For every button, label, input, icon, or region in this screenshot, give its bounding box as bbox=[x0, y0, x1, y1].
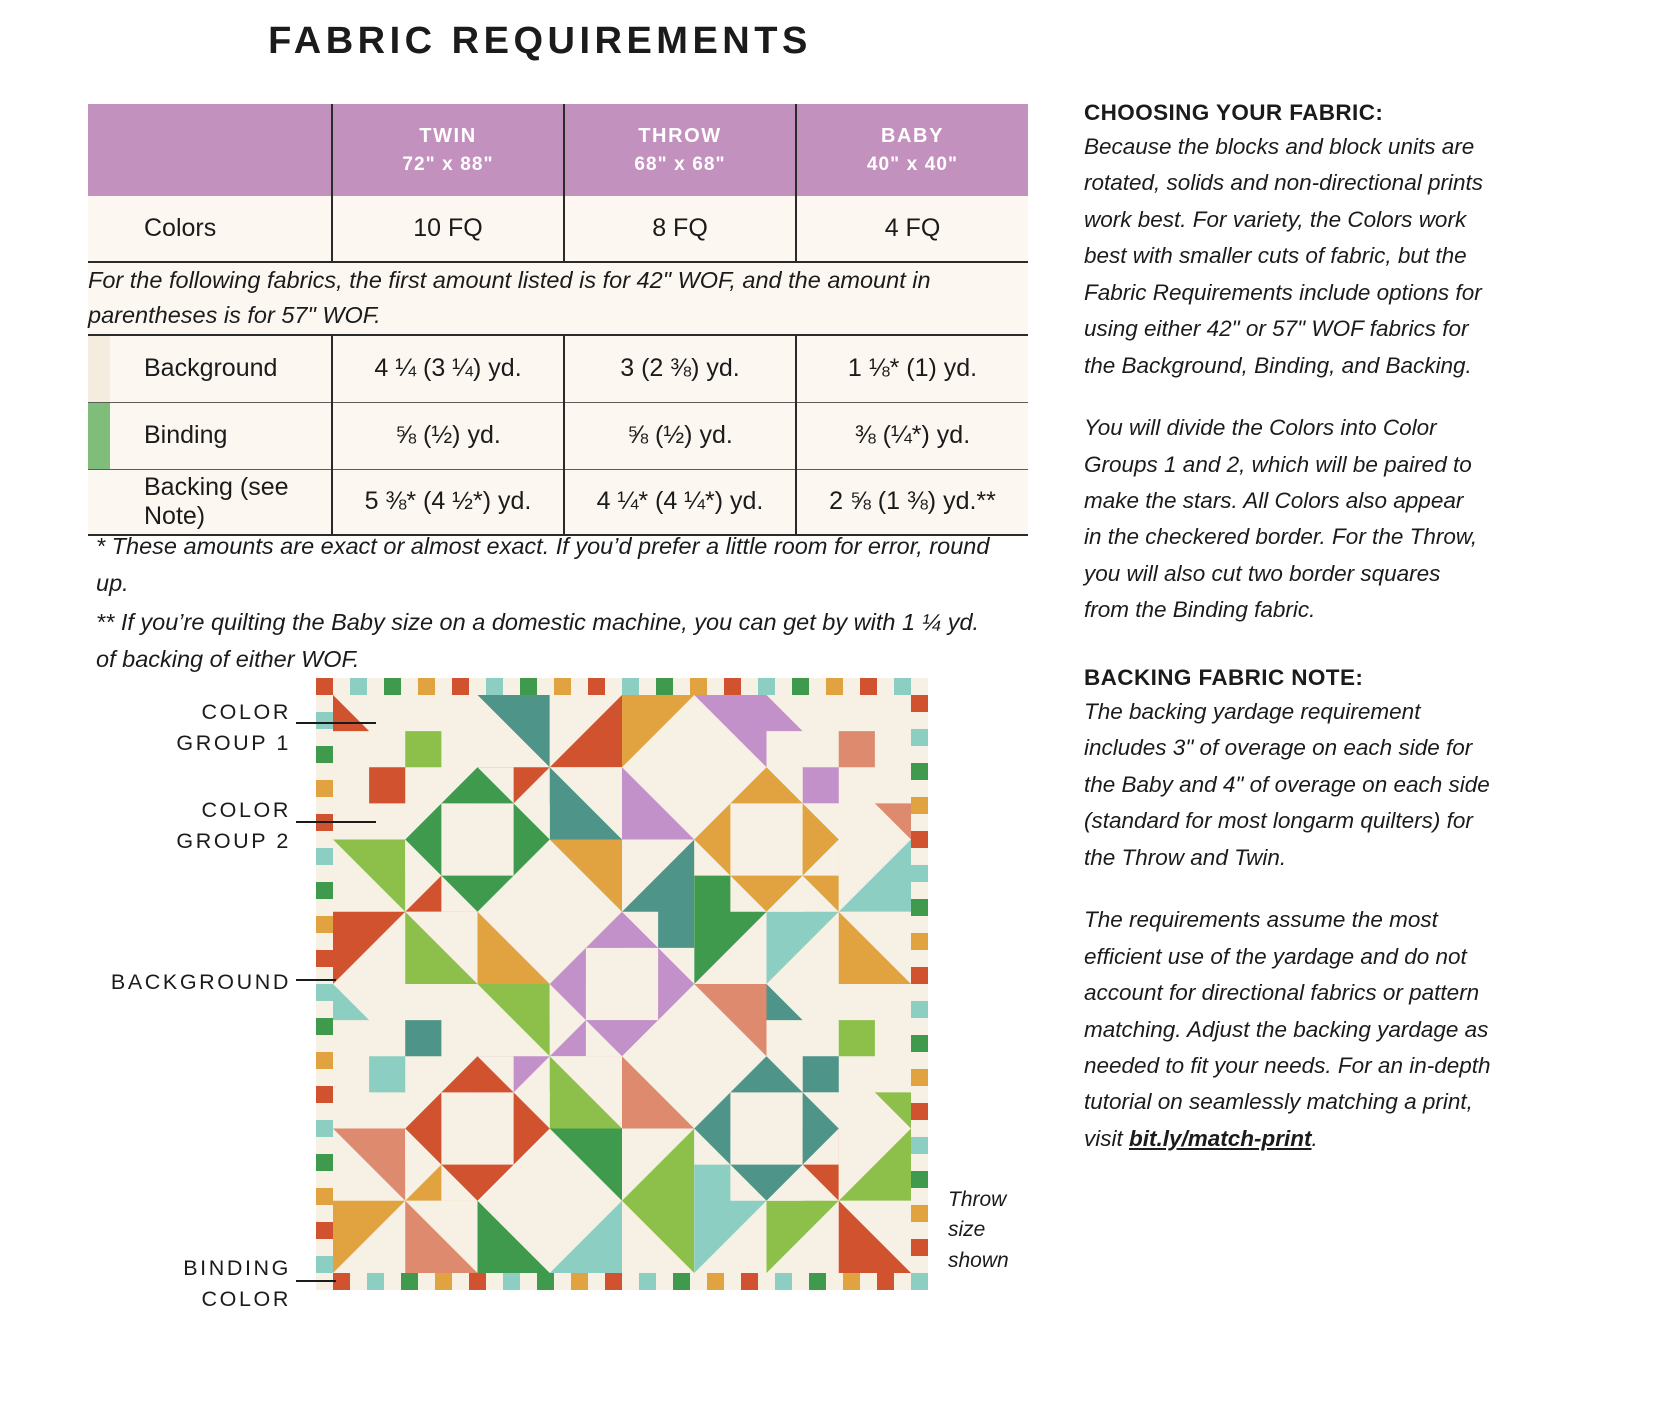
callout-color-group-1-line1: COLOR bbox=[201, 700, 291, 724]
column-header-throw bbox=[564, 104, 796, 196]
col-twin-name: TWIN bbox=[419, 124, 477, 147]
choosing-fabric-paragraph-1: Because the blocks and block units are rotated, solids and non-directional prints work best. For variety, the Colors work best with smaller cuts of fabric, but the Fabric Requirements include options for using either 42" or 57" WOF fabrics for the Background, Binding, and Backing. bbox=[1084, 134, 1483, 378]
row-colors-throw: 8 FQ bbox=[564, 196, 796, 262]
header-corner-cell bbox=[110, 104, 332, 196]
footnote-double-asterisk: ** If you’re quilting the Baby size on a domestic machine, you can get by with 1 ¼ yd. of backing of either WOF. bbox=[96, 609, 980, 673]
leader-line-binding-color bbox=[296, 1280, 336, 1282]
row-backing-throw: 4 ¼* (4 ¼*) yd. bbox=[564, 469, 796, 535]
table-header-row bbox=[88, 104, 1028, 196]
choosing-fabric-heading: CHOOSING YOUR FABRIC: bbox=[1084, 100, 1384, 125]
column-header-baby bbox=[796, 104, 1028, 196]
row-colors-twin: 10 FQ bbox=[332, 196, 564, 262]
choosing-fabric-paragraph-2: You will divide the Colors into Color Groups 1 and 2, which will be paired to make the stars. All Colors also appear in the checkered border. For the Throw, you will also cut two border squares from the Binding fabric. bbox=[1084, 415, 1478, 623]
header-swatch-spacer bbox=[88, 104, 110, 196]
row-binding-label: Binding bbox=[110, 402, 332, 469]
page-title: FABRIC REQUIREMENTS bbox=[268, 20, 812, 62]
callout-binding-color-line1: BINDING bbox=[183, 1256, 291, 1280]
row-binding-throw: ⅝ (½) yd. bbox=[564, 402, 796, 469]
callout-color-group-1-line2: GROUP 1 bbox=[176, 731, 291, 756]
callout-background-line1: BACKGROUND bbox=[110, 970, 291, 994]
quilt-size-note-line2: size bbox=[948, 1218, 986, 1242]
row-backing-twin: 5 ⅜* (4 ½*) yd. bbox=[332, 469, 564, 535]
row-binding-baby: ⅜ (¼*) yd. bbox=[796, 402, 1028, 469]
table-row-colors bbox=[88, 196, 1028, 262]
callout-binding-color bbox=[96, 1253, 291, 1315]
footnote-single-asterisk: * These amounts are exact or almost exact. If you’d prefer a little room for error, round up. bbox=[96, 533, 990, 597]
backing-note-paragraph-2 bbox=[1084, 902, 1494, 1157]
callout-color-group-2-line1: COLOR bbox=[201, 798, 291, 822]
backing-note-text-after-link: . bbox=[1311, 1125, 1318, 1151]
table-wof-note-row bbox=[88, 262, 1028, 335]
backing-swatch-cell bbox=[88, 469, 110, 535]
choosing-your-fabric-section bbox=[1084, 100, 1484, 655]
leader-line-background bbox=[296, 979, 336, 981]
row-colors-baby: 4 FQ bbox=[796, 196, 1028, 262]
col-baby-name: BABY bbox=[880, 124, 945, 147]
background-color-swatch bbox=[88, 336, 110, 402]
leader-line-color-group-1 bbox=[296, 722, 376, 724]
table-footnotes bbox=[96, 528, 996, 681]
binding-swatch-cell bbox=[88, 402, 110, 469]
backing-note-heading: BACKING FABRIC NOTE: bbox=[1084, 665, 1364, 690]
callout-background bbox=[60, 967, 291, 998]
col-baby-size: 40" x 40" bbox=[866, 153, 959, 175]
callout-binding-color-line2: COLOR bbox=[201, 1287, 291, 1312]
row-colors-label: Colors bbox=[110, 196, 332, 262]
row-backing-baby: 2 ⅝ (1 ⅜) yd.** bbox=[796, 469, 1028, 535]
callout-color-group-2-line2: GROUP 2 bbox=[176, 829, 291, 854]
quilt-size-note-line3: shown bbox=[948, 1248, 1009, 1272]
row-colors-swatch bbox=[88, 196, 110, 262]
row-backing-label: Backing (see Note) bbox=[110, 469, 332, 535]
quilt-diagram bbox=[316, 678, 928, 1290]
col-throw-size: 68" x 68" bbox=[634, 153, 726, 175]
backing-note-paragraph-1: The backing yardage requirement includes 3" of overage on each side for the Baby and 4" of overage on each side (standard for most longarm quilters) for the Throw and Twin. bbox=[1084, 699, 1490, 870]
binding-color-swatch bbox=[88, 403, 110, 469]
row-background-twin: 4 ¼ (3 ¼) yd. bbox=[332, 335, 564, 403]
quilt-size-note bbox=[948, 1185, 1038, 1276]
callout-color-group-1 bbox=[96, 697, 291, 759]
row-background-throw: 3 (2 ⅜) yd. bbox=[564, 335, 796, 403]
background-swatch-cell bbox=[88, 335, 110, 403]
backing-note-text-before-link: The requirements assume the most efficient use of the yardage and do not account for directional fabrics or pattern matching. Adjust the backing yardage as needed to fit your needs. For an in-depth tutorial on seamlessly matching a print, visit bbox=[1084, 907, 1491, 1151]
wof-note-text: For the following fabrics, the first amount listed is for 42" WOF, and the amount in parentheses is for 57" WOF. bbox=[88, 262, 1028, 335]
quilt-size-note-line1: Throw bbox=[948, 1188, 1007, 1211]
callout-color-group-2 bbox=[96, 795, 291, 857]
col-twin-size: 72" x 88" bbox=[402, 153, 494, 175]
col-throw-name: THROW bbox=[638, 124, 722, 147]
row-background-baby: 1 ⅛* (1) yd. bbox=[796, 335, 1028, 403]
table-row-backing bbox=[88, 469, 1028, 535]
row-background-label: Background bbox=[110, 335, 332, 403]
table-row-binding bbox=[88, 402, 1028, 469]
leader-line-color-group-2 bbox=[296, 821, 376, 823]
fabric-requirements-table bbox=[88, 104, 1028, 536]
match-print-link[interactable]: bit.ly/match-print bbox=[1129, 1125, 1312, 1151]
table-row-background bbox=[88, 335, 1028, 403]
row-binding-twin: ⅝ (½) yd. bbox=[332, 402, 564, 469]
backing-fabric-note-section bbox=[1084, 665, 1494, 1183]
column-header-twin bbox=[332, 104, 564, 196]
